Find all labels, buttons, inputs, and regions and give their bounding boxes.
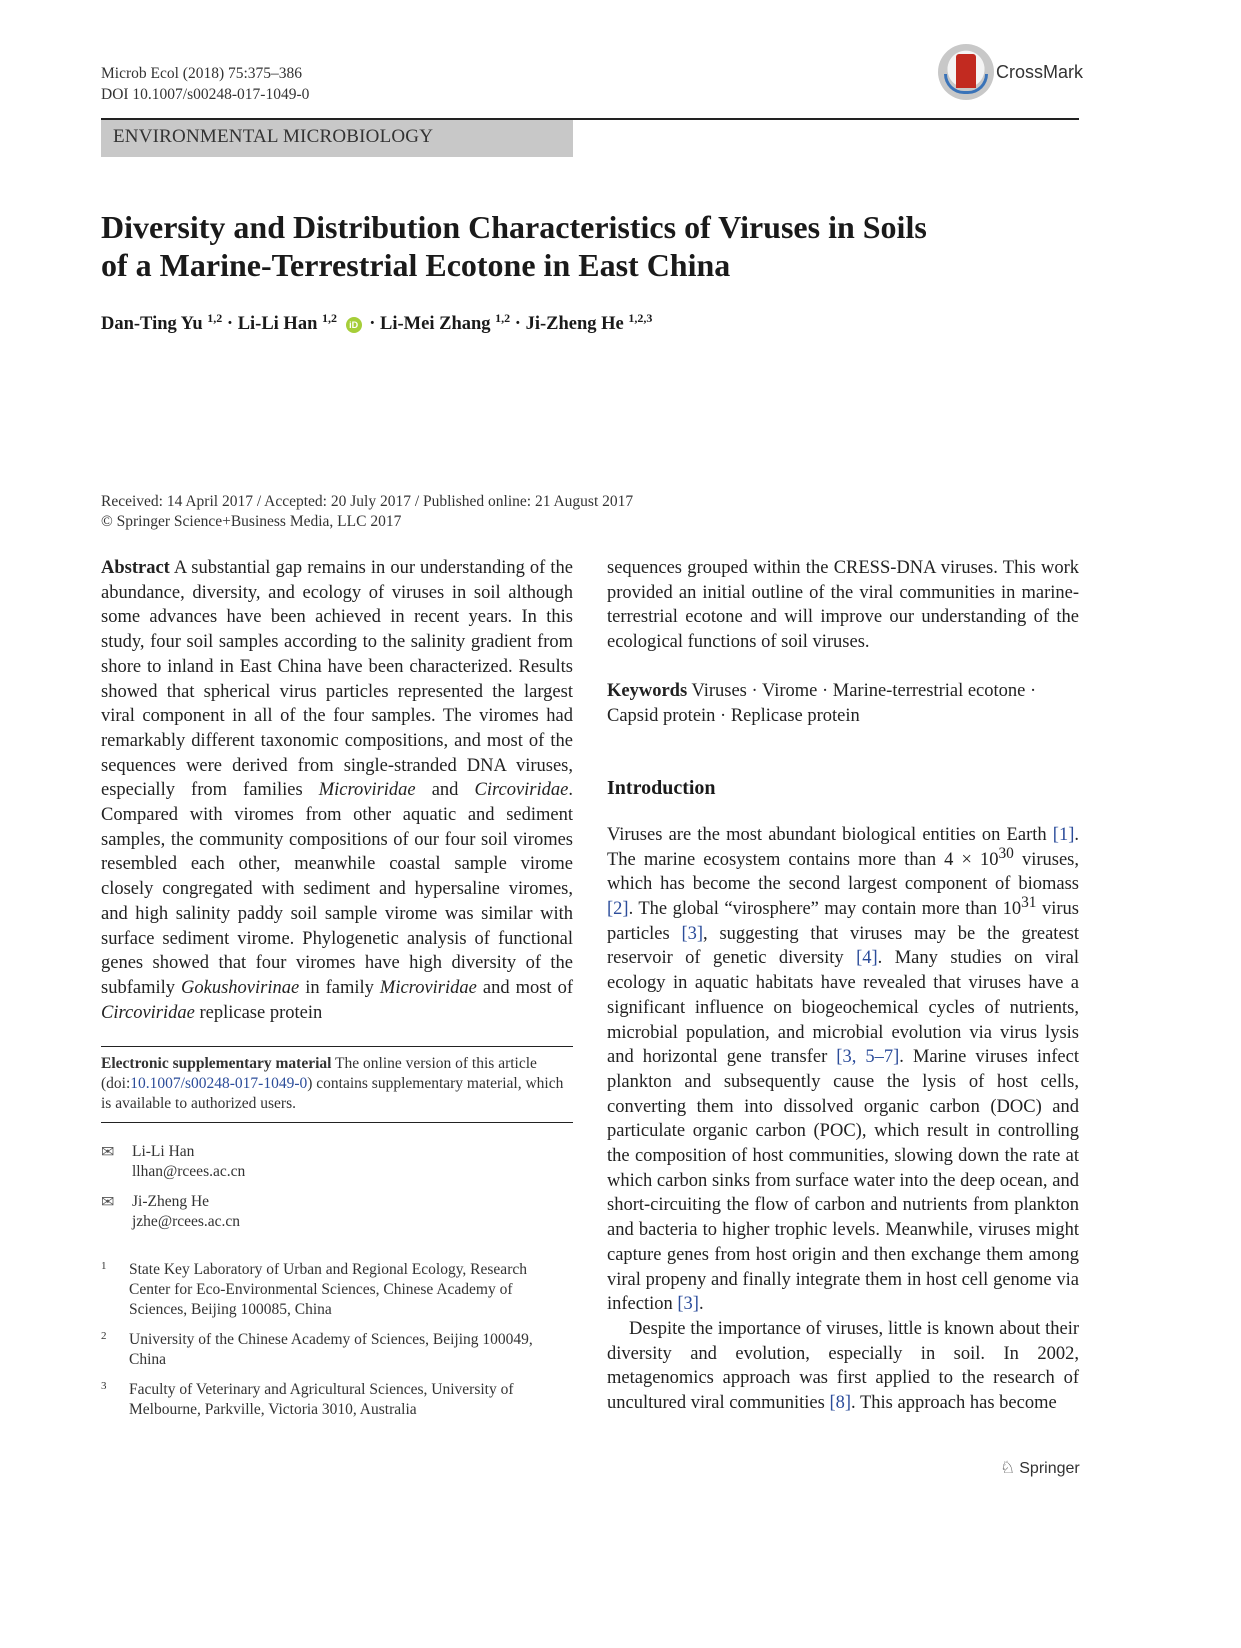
envelope-icon: ✉: [101, 1194, 115, 1211]
citation-link[interactable]: [3]: [681, 923, 704, 944]
author-affiliation-sup: 1,2: [207, 310, 223, 325]
contact-email[interactable]: jzhe@rcees.ac.cn: [132, 1213, 241, 1230]
taxon-name: Microviridae: [318, 780, 416, 801]
intro-text: . The global “virosphere” may contain more than 10: [628, 899, 1022, 920]
history-dates: Received: 14 April 2017 / Accepted: 20 July 2017 / Published online: 21 August 2017: [101, 493, 634, 510]
affiliation-text: University of the Chinese Academy of Sciences, Beijing 100049, China: [129, 1331, 533, 1368]
affiliation-number: 2: [101, 1330, 107, 1342]
supplementary-text: The online version of this article (doi:: [101, 1055, 537, 1092]
keywords: [607, 679, 1079, 728]
publisher-logo: [1000, 1458, 1080, 1478]
abstract-text: . Compared with viromes from other aquatic and sediment samples, the community compositions of our four soil viromes resembled each other, meanwhile coastal sample virome closely congregated with sediment and hypersaline viromes, and high salinity paddy soil sample virome was similar with surface sediment virome. Phylogenetic analysis of functional genes showed that four viromes have high diversity of the subfamily: [101, 780, 573, 998]
citation-link[interactable]: [4]: [856, 948, 878, 969]
author-name[interactable]: Li-Li Han: [237, 314, 318, 334]
supplementary-text: ) contains supplementary material, which is available to authorized users.: [101, 1075, 564, 1112]
supplementary-doi-link[interactable]: 10.1007/s00248-017-1049-0: [130, 1075, 308, 1092]
intro-paragraph: [607, 1317, 1079, 1416]
intro-text: . Marine viruses infect plankton and subsequently cause the lysis of host cells, converting them into dissolved organic carbon (DOC) and particulate organic carbon (POC), which result in controlling the composition of host communities, slowing down the rate at which carbon sinks from surface water into the deep ocean, and short-circuiting the flow of carbon and nutrients from plankton and bacteria to higher trophic levels. Meanwhile, viruses might capture genes from host origin and then exchange them among viral propeny and finally integrate them in host cell genome via infection: [607, 1047, 1079, 1315]
intro-text: . This approach has become: [851, 1393, 1057, 1414]
copyright-line: © Springer Science+Business Media, LLC 2017: [101, 513, 402, 530]
author-affiliation-sup: 1,2,3: [628, 310, 653, 325]
footnote-rule: [101, 1046, 573, 1047]
contact-name: Ji-Zheng He: [132, 1193, 210, 1210]
citation-link[interactable]: [1]: [1052, 824, 1075, 845]
affiliation-text: Faculty of Veterinary and Agricultural Sciences, University of Melbourne, Parkville, Victoria 3010, Australia: [129, 1381, 514, 1418]
doi-line: DOI 10.1007/s00248-017-1049-0: [101, 86, 310, 103]
crossmark-label: CrossMark: [996, 62, 1084, 82]
abstract-text: in family: [299, 977, 380, 998]
journal-citation: [101, 63, 309, 105]
article-dates: [101, 492, 633, 532]
title-line-2: of a Marine-Terrestrial Ecotone in East China: [101, 247, 731, 283]
abstract-continuation: sequences grouped within the CRESS-DNA viruses. This work provided an initial outline of the viral communities in marine-terrestrial ecotone and will improve our understanding of the ecological functions of soil viruses.: [607, 558, 1079, 653]
exponent: 30: [998, 844, 1014, 862]
title-line-1: Diversity and Distribution Characteristics of Viruses in Soils: [101, 209, 927, 245]
right-column: [607, 556, 1079, 1416]
citation-link[interactable]: [2]: [607, 899, 629, 920]
intro-paragraph: [607, 823, 1079, 1317]
section-heading-introduction: Introduction: [607, 777, 716, 800]
affiliation-text: State Key Laboratory of Urban and Regional Ecology, Research Center for Eco-Environmental Sciences, Chinese Academy of Sciences, Beijing 100085, China: [129, 1261, 527, 1318]
abstract-label: Abstract: [101, 558, 170, 578]
citation-link[interactable]: [3]: [677, 1294, 699, 1315]
contact-email[interactable]: llhan@rcees.ac.cn: [132, 1163, 246, 1180]
intro-text: . The marine ecosystem contains more than 4 × 10: [607, 824, 1079, 870]
citation-link[interactable]: [8]: [829, 1393, 852, 1414]
taxon-name: Circoviridae: [101, 1002, 195, 1023]
author-list: [101, 310, 653, 335]
author-name[interactable]: Dan-Ting Yu: [101, 314, 203, 334]
affiliation-number: 1: [101, 1260, 107, 1272]
author-separator: ·: [514, 314, 526, 334]
intro-text: virus particles: [607, 899, 1080, 944]
abstract-text: A substantial gap remains in our understanding of the abundance, diversity, and ecology of viruses in soil although some advances have been achieved in recent years. In this study, four soil samples according to the salinity gradient from shore to inland in East China have been characterized. Results showed that spherical virus particles represented the largest viral component in all of the four samples. The viromes had remarkably different taxonomic compositions, and most of the sequences were derived from single-stranded DNA viruses, especially from families: [101, 558, 573, 801]
crossmark-badge[interactable]: [938, 44, 1088, 104]
taxon-name: Circoviridae: [474, 780, 569, 801]
abstract-text: replicase protein: [194, 1002, 323, 1023]
intro-text: Despite the importance of viruses, little is known about their diversity and evolution, especially in soil. In 2002, metagenomics approach was first applied to the research of uncultured viral communities: [607, 1318, 1079, 1414]
abstract-text: and most of: [476, 977, 573, 998]
abstract-paragraph: [101, 556, 573, 1025]
supplementary-label: Electronic supplementary material: [101, 1055, 332, 1072]
springer-horse-icon: ♘: [1000, 1458, 1016, 1477]
contact-entry: [132, 1192, 240, 1232]
contact-name: Li-Li Han: [132, 1143, 195, 1160]
section-label: ENVIRONMENTAL MICROBIOLOGY: [113, 126, 434, 147]
keywords-label: Keywords: [607, 680, 688, 701]
intro-text: Viruses are the most abundant biological entities on Earth: [607, 824, 1053, 845]
affiliation-number: 3: [101, 1380, 107, 1392]
intro-text: .: [698, 1294, 704, 1315]
journal-line: Microb Ecol (2018) 75:375–386: [101, 65, 303, 82]
citation-link[interactable]: [3, 5–7]: [836, 1047, 900, 1068]
author-affiliation-sup: 1,2: [495, 310, 511, 325]
author-name[interactable]: Li-Mei Zhang: [380, 314, 491, 334]
intro-text: , suggesting that viruses may be the greatest reservoir of genetic diversity: [607, 923, 1079, 969]
orcid-icon[interactable]: iD: [346, 317, 362, 333]
article-title: [101, 208, 1081, 284]
envelope-icon: ✉: [101, 1144, 115, 1161]
keywords-list: Viruses · Virome · Marine-terrestrial ecotone · Capsid protein · Replicase protein: [607, 680, 1037, 726]
taxon-name: Microviridae: [379, 977, 477, 998]
exponent: 31: [1021, 893, 1037, 911]
supplementary-note: [101, 1054, 573, 1114]
author-affiliation-sup: 1,2: [322, 310, 337, 325]
contact-entry: [132, 1142, 245, 1182]
abstract-column: [101, 556, 573, 1025]
publisher-label: Springer: [1019, 1460, 1080, 1477]
footnote-rule: [101, 1122, 573, 1123]
author-name[interactable]: Ji-Zheng He: [525, 314, 624, 334]
crossmark-icon: [938, 44, 994, 100]
intro-text: viruses, which has become the second largest component of biomass: [607, 849, 1079, 895]
author-separator: ·: [226, 314, 238, 334]
intro-text: . Many studies on viral ecology in aquatic habitats have revealed that viruses have a significant influence on biogeochemical cycles of nutrients, microbial population, and microbial evolution via virus lysis and horizontal gene transfer: [607, 948, 1079, 1068]
abstract-text: and: [415, 780, 475, 801]
taxon-name: Gokushovirinae: [181, 977, 300, 998]
author-separator: ·: [369, 314, 381, 334]
